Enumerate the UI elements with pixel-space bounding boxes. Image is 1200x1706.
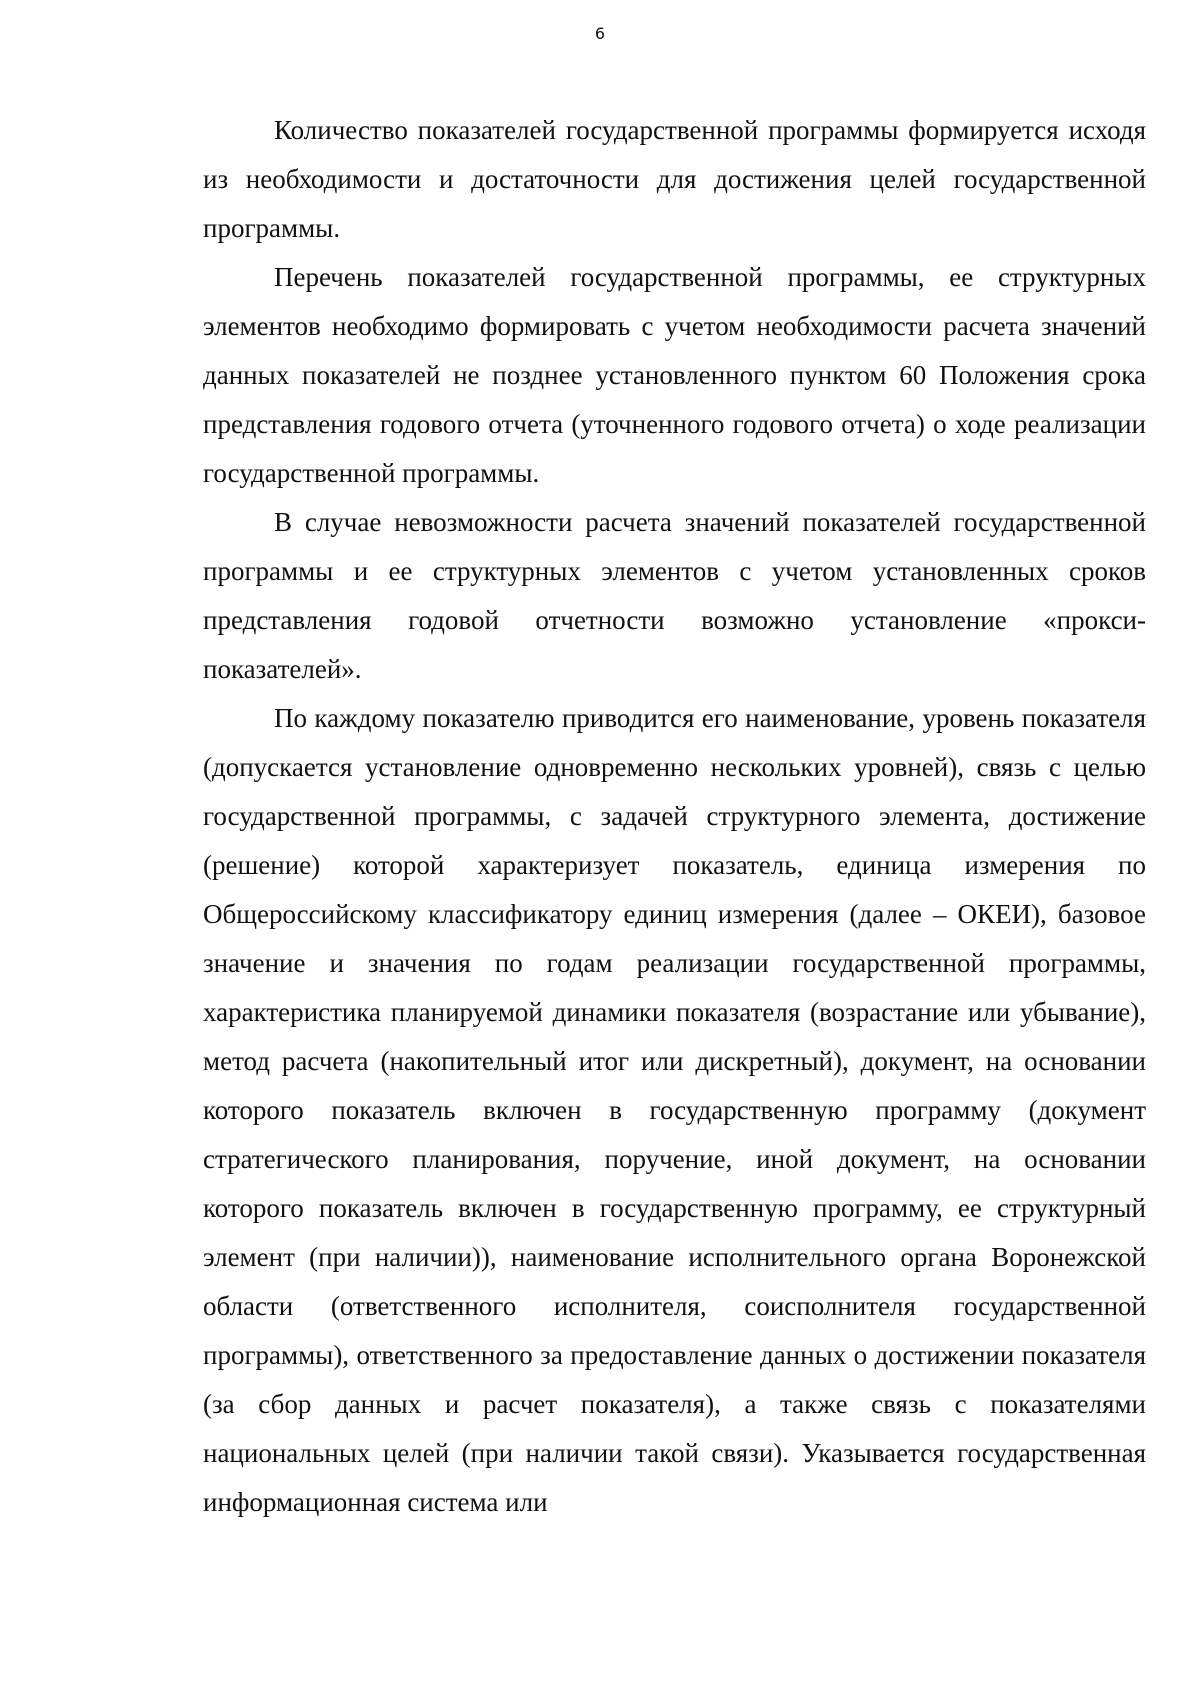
page-number: 6 (594, 24, 606, 43)
paragraph-proxy-indicators: В случае невозможности расчета значений показателей государственной программы и ее структурных элементов с учетом установленных сроков представления годовой отчетности возможно установление «прокси-показателей». (203, 507, 1146, 684)
document-body (203, 106, 1146, 1527)
paragraph-indicator-list: Перечень показателей государственной программы, ее структурных элементов необходимо формировать с учетом необходимости расчета значений данных показателей не позднее установленного пунктом 60 Положения срока представления годового отчета (уточненного годового отчета) о ходе реализации государственной программы. (203, 262, 1146, 488)
paragraph-indicator-count: Количество показателей государственной программы формируется исходя из необходимости и достаточности для достижения целей государственной программы. (203, 115, 1146, 243)
paragraph-indicator-details: По каждому показателю приводится его наименование, уровень показателя (допускается установление одновременно нескольких уровней), связь с целью государственной программы, с задачей структурного элемента, достижение (решение) которой характеризует показатель, единица измерения по Общероссийскому классификатору единиц измерения (далее – ОКЕИ), базовое значение и значения по годам реализации государственной программы, характеристика планируемой динамики показателя (возрастание или убывание), метод расчета (накопительный итог или дискретный), документ, на основании которого показатель включен в государственную программу (документ стратегического планирования, поручение, иной документ, на основании которого показатель включен в государственную программу, ее структурный элемент (при наличии)), наименование исполнительного органа Воронежской области (ответственного исполнителя, соисполнителя государственной программы), ответственного за предоставление данных о достижении показателя (за сбор данных и расчет показателя), а также связь с показателями национальных целей (при наличии такой связи). Указывается государственная информационная система или (203, 703, 1146, 1517)
